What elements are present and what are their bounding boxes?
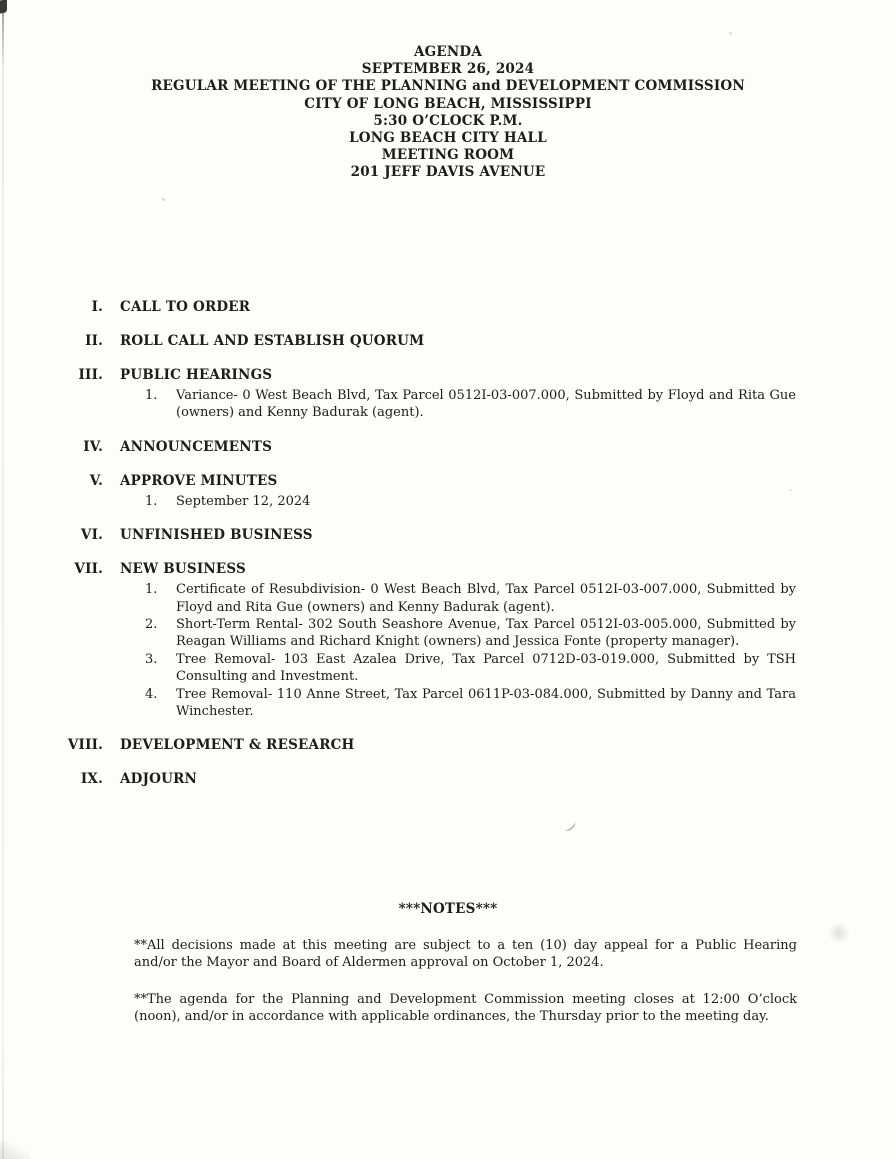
section-title: UNFINISHED BUSINESS xyxy=(120,527,313,544)
section-title: PUBLIC HEARINGS xyxy=(120,367,273,383)
item-text: Tree Removal- 110 Anne Street, Tax Parcel 0611P-03-084.000, Submitted by Danny and Tara Winchester. xyxy=(176,686,796,720)
item-text: September 12, 2024 xyxy=(176,493,311,509)
section-title: ANNOUNCEMENTS xyxy=(120,438,273,455)
section-title: ROLL CALL AND ESTABLISH QUORUM xyxy=(120,333,425,349)
header-line-room: MEETING ROOM xyxy=(381,147,515,164)
section-unfinished-business xyxy=(0,527,896,544)
item-number: 1. xyxy=(145,582,158,598)
notes-title: ***NOTES*** xyxy=(398,901,498,917)
notes-paragraph-appeal: **All decisions made at this meeting are subject to a ten (10) day appeal for a Public Hearing and/or the Mayor and Board of Aldermen approval on October 1, 2024. xyxy=(134,938,797,971)
item-text: Certificate of Resubdivision- 0 West Beach Blvd, Tax Parcel 0512I-03-007.000, Submitted by Floyd and Rita Gue (owners) and Kenny Badurak (agent). xyxy=(176,582,796,615)
section-new-business xyxy=(0,561,896,720)
agenda-item xyxy=(145,686,796,721)
scan-speck xyxy=(162,198,165,201)
item-text: Tree Removal- 103 East Azalea Drive, Tax Parcel 0712D-03-019.000, Submitted by TSH Consulting and Investment. xyxy=(176,651,796,685)
item-number: 2. xyxy=(145,617,158,633)
item-text: Variance- 0 West Beach Blvd, Tax Parcel 0512I-03-007.000, Submitted by Floyd and Rita Gue (owners) and Kenny Badurak (agent). xyxy=(176,388,796,421)
header-line-venue: LONG BEACH CITY HALL xyxy=(349,130,547,147)
section-call-to-order xyxy=(0,299,896,316)
section-title: ADJOURN xyxy=(120,771,198,788)
section-numeral: VIII. xyxy=(67,737,103,754)
header-line-address: 201 JEFF DAVIS AVENUE xyxy=(350,164,546,181)
section-public-hearings xyxy=(0,367,896,422)
item-number: 1. xyxy=(145,388,158,403)
section-announcements xyxy=(0,439,896,456)
section-numeral: I. xyxy=(91,299,103,315)
section-adjourn xyxy=(0,771,896,788)
section-numeral: VI. xyxy=(80,527,103,544)
item-number: 1. xyxy=(145,493,158,509)
section-numeral: V. xyxy=(89,472,103,489)
document-header xyxy=(0,44,896,182)
section-numeral: VII. xyxy=(74,561,103,578)
section-numeral: IX. xyxy=(80,771,103,788)
section-approve-minutes xyxy=(0,473,896,510)
section-title: APPROVE MINUTES xyxy=(120,472,278,489)
header-line-date: SEPTEMBER 26, 2024 xyxy=(361,61,535,78)
section-development-research xyxy=(0,737,896,754)
section-numeral: III. xyxy=(78,367,103,383)
item-number: 4. xyxy=(145,686,158,702)
header-line-city: CITY OF LONG BEACH, MISSISSIPPI xyxy=(304,95,592,112)
section-numeral: II. xyxy=(85,333,103,349)
agenda-item xyxy=(145,493,796,510)
header-line-meeting: REGULAR MEETING OF THE PLANNING and DEVELOPMENT COMMISSION xyxy=(151,78,745,95)
agenda-item xyxy=(145,387,796,422)
scan-bottom-shadow xyxy=(0,1141,30,1159)
section-roll-call xyxy=(0,333,896,350)
agenda-item xyxy=(145,581,796,616)
item-number: 3. xyxy=(145,651,158,667)
section-title: DEVELOPMENT & RESEARCH xyxy=(120,737,355,754)
scan-pen-mark xyxy=(562,818,578,833)
header-line-time: 5:30 O’CLOCK P.M. xyxy=(373,112,523,129)
section-title: NEW BUSINESS xyxy=(120,561,246,578)
agenda-body xyxy=(0,299,896,805)
notes-section xyxy=(0,901,896,1026)
notes-paragraph-agenda-close: **The agenda for the Planning and Development Commission meeting closes at 12:00 O’clock (noon), and/or in accordance with applicable ordinances, the Thursday prior to the meeting day. xyxy=(134,991,797,1025)
agenda-item xyxy=(145,616,796,651)
item-text: Short-Term Rental- 302 South Seashore Avenue, Tax Parcel 0512I-03-005.000, Submitted by Reagan Williams and Richard Knight (owners) and Jessica Fonte (property manager). xyxy=(176,617,796,650)
scan-corner-mark xyxy=(0,0,7,13)
scan-speck xyxy=(729,32,732,35)
header-line-agenda: AGENDA xyxy=(413,44,482,60)
section-numeral: IV. xyxy=(83,438,103,455)
section-title: CALL TO ORDER xyxy=(120,299,251,315)
agenda-item xyxy=(145,651,796,686)
